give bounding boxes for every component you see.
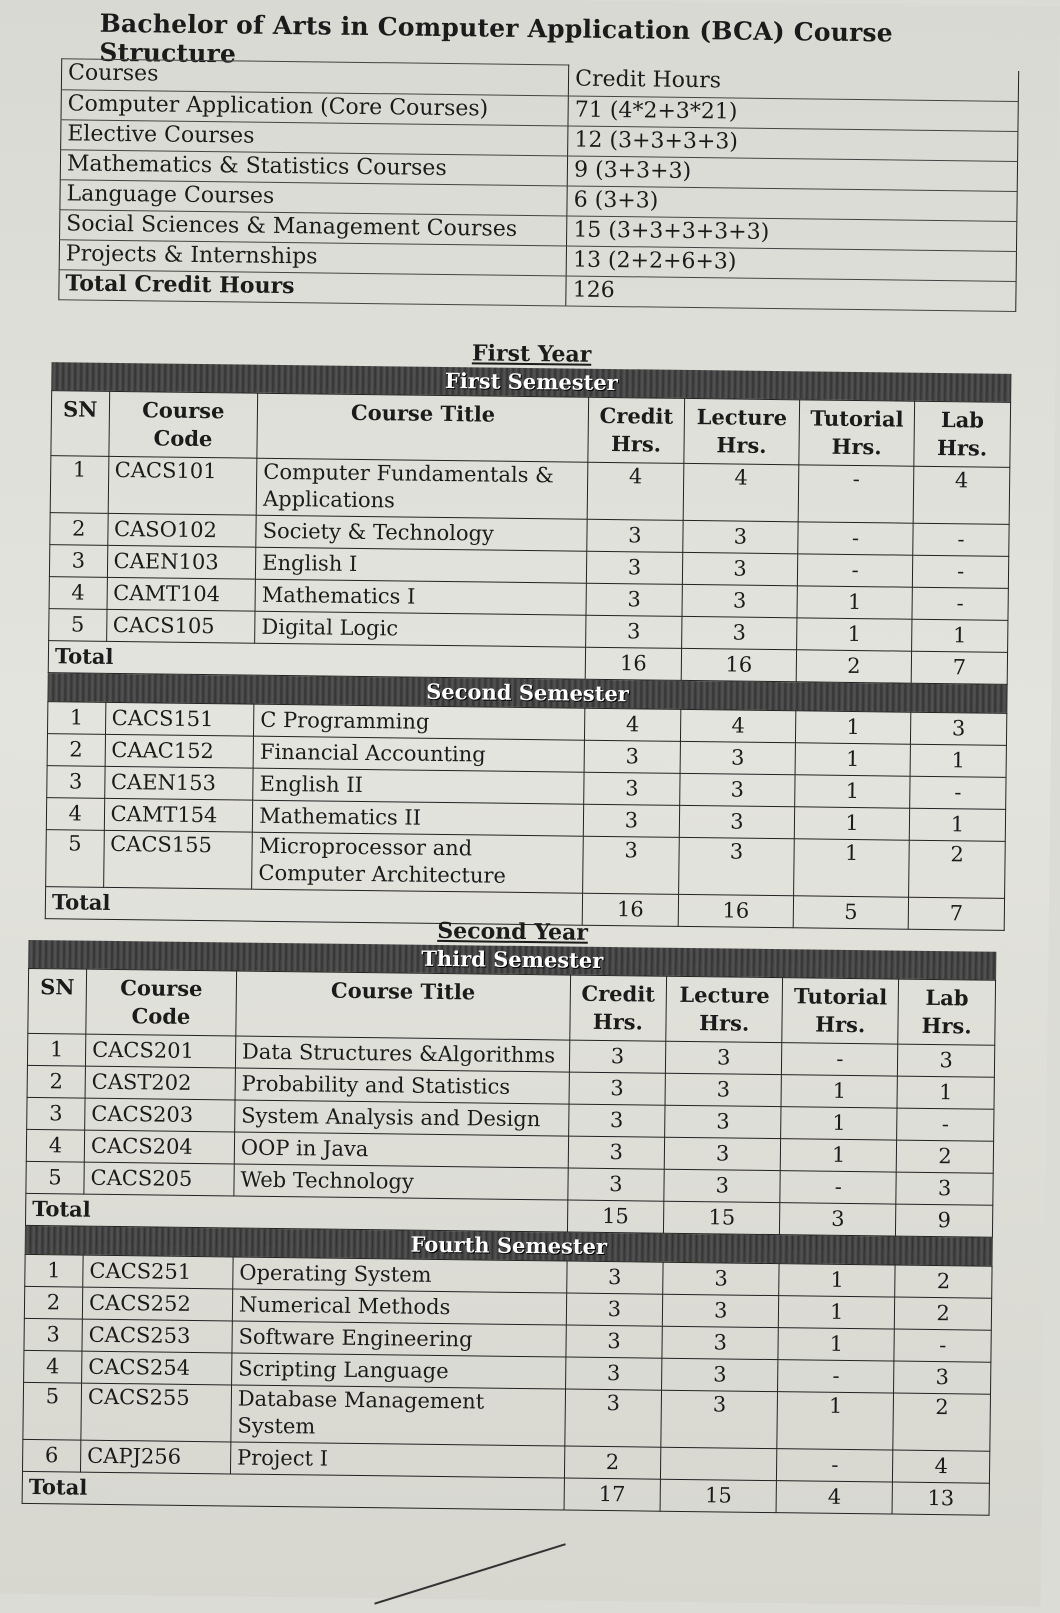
header-courses: Courses	[61, 59, 569, 96]
total-lab: 7	[911, 651, 1007, 684]
credit-cell: 3	[583, 804, 679, 837]
credit-cell: 4	[587, 462, 684, 520]
col-lecture-hrs: Lecture Hrs.	[666, 976, 783, 1042]
year-heading: Second Year	[437, 917, 589, 946]
lab-cell: 1	[897, 1076, 994, 1109]
lab-cell: 3	[898, 1044, 995, 1077]
lecture-cell: 3	[683, 520, 798, 553]
semester-table	[45, 701, 1008, 931]
course-code-cell: CAMT154	[104, 798, 253, 832]
course-title-cell: Scripting Language	[231, 1353, 565, 1389]
tutorial-cell: 1	[794, 807, 909, 840]
tutorial-cell: 1	[777, 1392, 894, 1450]
lecture-cell: 3	[664, 1169, 780, 1202]
course-code-cell: CACS204	[84, 1130, 234, 1164]
tutorial-cell: 1	[781, 1107, 897, 1140]
credit-cell: 3	[584, 740, 680, 773]
credit-cell: 3	[565, 1325, 662, 1358]
course-title-cell: Microprocessor and Computer Architecture	[252, 832, 584, 893]
tutorial-cell: 1	[795, 711, 910, 744]
col-course-code: Course Code	[108, 391, 257, 458]
col-course-code: Course Code	[86, 969, 237, 1036]
lecture-cell: 3	[663, 1294, 779, 1327]
lab-cell: 2	[895, 1265, 992, 1298]
sn-cell: 1	[27, 1033, 85, 1066]
col-lab-hrs: Lab Hrs.	[898, 979, 996, 1045]
semester-heading: Second Semester	[47, 673, 1007, 713]
course-code-cell: CACS253	[82, 1319, 232, 1353]
tutorial-cell: 1	[797, 586, 912, 619]
course-title-cell: Digital Logic	[255, 611, 586, 647]
course-code-cell: CAST202	[85, 1066, 235, 1100]
total-lecture: 16	[678, 894, 793, 927]
col-course-title: Course Title	[257, 393, 589, 462]
course-code-cell: CACS205	[84, 1162, 234, 1196]
second-year-section	[22, 912, 997, 1516]
column-header-row	[51, 391, 1011, 468]
lab-cell: 1	[909, 808, 1005, 841]
course-title-cell: C Programming	[254, 704, 585, 740]
semester-table	[25, 968, 996, 1238]
total-label: Total	[45, 887, 582, 926]
tutorial-cell: 1	[779, 1264, 895, 1297]
sn-cell: 3	[24, 1318, 82, 1351]
tutorial-cell: -	[797, 554, 912, 587]
credit-cell: 3	[583, 836, 680, 894]
course-code-cell: CACS105	[106, 609, 255, 643]
lecture-cell: 3	[680, 773, 795, 806]
course-title-cell: Computer Fundamentals & Applications	[256, 458, 588, 519]
course-title-cell: System Analysis and Design	[235, 1100, 569, 1136]
lab-cell: 4	[913, 466, 1010, 524]
col-tutorial-hrs: Tutorial Hrs.	[799, 400, 915, 466]
year-heading: First Year	[471, 340, 592, 368]
course-title-cell: Probability and Statistics	[235, 1068, 569, 1104]
course-title-cell: Society & Technology	[256, 515, 587, 551]
sn-cell: 4	[24, 1350, 82, 1383]
lab-cell: 3	[894, 1361, 991, 1394]
credit-cell: 3	[566, 1261, 663, 1294]
lecture-cell: 3	[666, 1041, 782, 1074]
tutorial-cell: 1	[778, 1328, 894, 1361]
credit-cell: 3	[569, 1072, 666, 1105]
sn-cell: 2	[47, 734, 105, 767]
sn-cell: 4	[26, 1129, 84, 1162]
sn-cell: 2	[27, 1065, 85, 1098]
tutorial-cell: -	[777, 1449, 893, 1482]
semester-heading: Fourth Semester	[25, 1226, 993, 1266]
course-code-cell: CACS151	[105, 702, 254, 736]
total-tutorial: 2	[796, 650, 911, 683]
course-category: Projects & Internships	[59, 240, 567, 276]
lab-cell: -	[913, 523, 1009, 556]
lecture-cell: 4	[683, 463, 799, 521]
lecture-cell: 3	[682, 584, 797, 617]
tutorial-cell: -	[780, 1171, 896, 1204]
course-category: Social Sciences & Management Courses	[60, 210, 568, 246]
course-title-cell: Mathematics I	[255, 579, 586, 615]
tutorial-cell: 1	[795, 775, 910, 808]
total-credit-label: Total Credit Hours	[59, 270, 567, 306]
col-credit-hrs: Credit Hrs.	[569, 975, 666, 1041]
total-lecture: 15	[664, 1201, 780, 1234]
course-category: Mathematics & Statistics Courses	[60, 150, 568, 186]
course-code-cell: CACS255	[81, 1383, 232, 1442]
sn-cell: 5	[26, 1161, 84, 1194]
header-credit-hours: Credit Hours	[569, 65, 1019, 101]
lab-cell: 2	[909, 840, 1006, 898]
col-lecture-hrs: Lecture Hrs.	[684, 398, 800, 464]
lab-cell: 4	[893, 1450, 990, 1483]
sn-cell: 4	[49, 577, 107, 610]
credit-cell: 3	[564, 1389, 661, 1447]
course-code-cell: CACS203	[85, 1098, 235, 1132]
credit-hours-value: 6 (3+3)	[567, 186, 1017, 221]
lecture-cell: 3	[679, 805, 794, 838]
lab-cell: 1	[910, 744, 1006, 777]
col-credit-hrs: Credit Hrs.	[588, 397, 685, 463]
col-course-title: Course Title	[236, 971, 570, 1040]
semester-heading: Third Semester	[28, 940, 996, 980]
sn-cell: 1	[48, 702, 106, 735]
credit-cell: 3	[568, 1104, 665, 1137]
sn-cell: 3	[47, 766, 105, 799]
credit-cell: 3	[565, 1357, 662, 1390]
sn-cell: 1	[25, 1254, 83, 1287]
total-lecture: 15	[660, 1479, 776, 1512]
sn-cell: 5	[23, 1382, 82, 1440]
lab-cell: 3	[911, 712, 1007, 745]
total-tutorial: 4	[776, 1481, 892, 1514]
credit-cell: 4	[584, 708, 680, 741]
course-code-cell: CACS101	[108, 456, 257, 515]
lecture-cell: 3	[682, 552, 797, 585]
total-lab: 9	[896, 1204, 993, 1237]
course-title-cell: Database Management System	[231, 1385, 565, 1446]
semester-table	[22, 1254, 993, 1516]
course-code-cell: CACS201	[85, 1034, 235, 1068]
total-credit: 16	[585, 647, 681, 680]
tutorial-cell: -	[798, 465, 914, 523]
course-title-cell: English II	[253, 768, 584, 804]
tutorial-cell: 1	[794, 839, 910, 897]
course-category: Computer Application (Core Courses)	[61, 90, 569, 126]
lecture-cell: 3	[665, 1073, 781, 1106]
lab-cell: -	[897, 1108, 994, 1141]
first-year-section	[45, 334, 1012, 931]
course-code-cell: CACS252	[82, 1287, 232, 1321]
credit-cell: 3	[569, 1040, 666, 1073]
semester-heading: First Semester	[51, 362, 1011, 402]
course-title-cell: Software Engineering	[232, 1321, 566, 1357]
sn-cell: 6	[22, 1439, 80, 1472]
lecture-cell: 3	[662, 1326, 778, 1359]
credit-cell: 3	[586, 583, 682, 616]
sn-cell: 4	[46, 798, 104, 831]
lecture-cell: 3	[680, 741, 795, 774]
total-label: Total	[48, 641, 585, 680]
sn-cell: 3	[27, 1097, 85, 1130]
sn-cell: 2	[50, 513, 108, 546]
total-credit: 16	[582, 893, 678, 926]
lecture-cell: 3	[663, 1262, 779, 1295]
credit-hours-value: 15 (3+3+3+3+3)	[567, 216, 1017, 251]
course-title-cell: OOP in Java	[234, 1132, 568, 1168]
course-title-cell: Project I	[230, 1442, 564, 1478]
tutorial-cell: -	[778, 1360, 894, 1393]
lecture-cell: 3	[661, 1390, 778, 1448]
lab-cell: 2	[896, 1140, 993, 1173]
lab-cell: -	[912, 555, 1008, 588]
lecture-cell: 3	[662, 1358, 778, 1391]
sn-cell: 2	[24, 1286, 82, 1319]
credit-hours-value: 12 (3+3+3+3)	[568, 126, 1018, 161]
column-header-row	[28, 968, 996, 1045]
document-title: Bachelor of Arts in Computer Application (BCA) Course Structure	[99, 8, 894, 69]
total-credit: 17	[564, 1478, 661, 1511]
course-code-cell: CAMT104	[107, 577, 256, 611]
sn-cell: 5	[46, 830, 104, 888]
tutorial-cell: 1	[781, 1075, 897, 1108]
tutorial-cell: -	[798, 522, 913, 555]
total-tutorial: 5	[793, 896, 908, 929]
credit-cell: 3	[584, 772, 680, 805]
course-title-cell: Web Technology	[234, 1164, 568, 1200]
total-lecture: 16	[681, 648, 796, 681]
tutorial-cell: 1	[779, 1296, 895, 1329]
credit-hours-value: 9 (3+3+3)	[567, 156, 1017, 191]
total-tutorial: 3	[780, 1203, 896, 1236]
course-code-cell: CAEN103	[107, 545, 256, 579]
course-title-cell: Operating System	[233, 1257, 567, 1293]
total-lab: 7	[908, 897, 1004, 930]
credit-hours-value: 13 (2+2+6+3)	[566, 246, 1016, 281]
credit-summary-table	[58, 58, 1019, 312]
total-label: Total	[22, 1471, 564, 1510]
course-code-cell: CAAC152	[105, 734, 254, 768]
total-credit: 15	[567, 1200, 664, 1233]
course-title-cell: Financial Accounting	[253, 736, 584, 772]
course-title-cell: Data Structures &Algorithms	[235, 1036, 569, 1072]
lecture-cell: 3	[679, 837, 795, 895]
credit-cell: 3	[586, 615, 682, 648]
sn-cell: 5	[49, 609, 107, 642]
course-category: Language Courses	[60, 180, 568, 216]
lecture-cell	[661, 1447, 777, 1480]
credit-hours-value: 71 (4*2+3*21)	[568, 96, 1018, 131]
course-title-cell: English I	[256, 547, 587, 583]
lecture-cell: 3	[665, 1105, 781, 1138]
credit-cell: 3	[566, 1293, 663, 1326]
semester-table	[48, 390, 1011, 685]
col-sn: SN	[51, 391, 109, 457]
course-title-cell: Mathematics II	[252, 800, 583, 836]
total-lab: 13	[892, 1482, 989, 1515]
course-code-cell: CAEN153	[104, 766, 253, 800]
credit-cell: 3	[586, 551, 682, 584]
total-credit-value: 126	[566, 276, 1016, 311]
lecture-cell: 3	[664, 1137, 780, 1170]
tutorial-cell: 1	[795, 743, 910, 776]
course-code-cell: CACS254	[82, 1351, 232, 1385]
col-lab-hrs: Lab Hrs.	[914, 401, 1011, 467]
lecture-cell: 4	[680, 709, 795, 742]
lab-cell: 2	[895, 1297, 992, 1330]
course-code-cell: CACS251	[83, 1255, 233, 1289]
course-code-cell: CASO102	[107, 513, 256, 547]
total-label: Total	[25, 1193, 567, 1232]
col-tutorial-hrs: Tutorial Hrs.	[782, 978, 899, 1044]
course-code-cell: CACS155	[103, 830, 252, 889]
lab-cell: -	[894, 1329, 991, 1362]
col-sn: SN	[28, 968, 87, 1034]
lab-cell: 1	[912, 619, 1008, 652]
sn-cell: 3	[49, 545, 107, 578]
tutorial-cell: 1	[780, 1139, 896, 1172]
lab-cell: -	[912, 587, 1008, 620]
tutorial-cell: 1	[797, 618, 912, 651]
credit-cell: 2	[564, 1446, 661, 1479]
course-category: Elective Courses	[61, 120, 569, 156]
lab-cell: 3	[896, 1172, 993, 1205]
lab-cell: 2	[893, 1393, 990, 1451]
tutorial-cell: -	[782, 1043, 898, 1076]
sn-cell: 1	[50, 456, 108, 514]
credit-cell: 3	[567, 1168, 664, 1201]
credit-cell: 3	[587, 519, 683, 552]
credit-cell: 3	[568, 1136, 665, 1169]
course-title-cell: Numerical Methods	[232, 1289, 566, 1325]
course-code-cell: CAPJ256	[80, 1440, 230, 1474]
lecture-cell: 3	[682, 616, 797, 649]
lab-cell: -	[910, 776, 1006, 809]
